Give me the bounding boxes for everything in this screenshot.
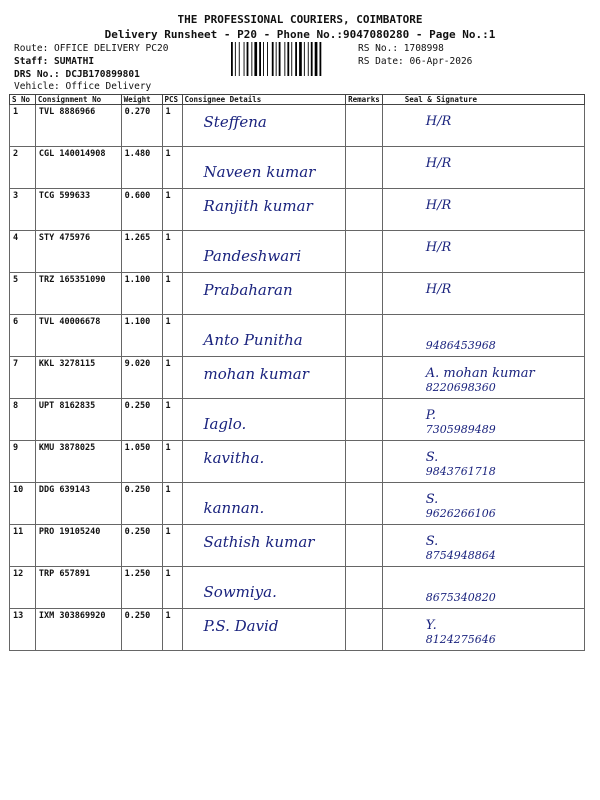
row-signature-cell xyxy=(382,567,584,609)
row-sno: 9 xyxy=(10,441,36,483)
row-remarks xyxy=(346,441,383,483)
signature-handwriting xyxy=(386,611,581,647)
row-pcs: 1 xyxy=(162,399,182,441)
rs-number: RS No.: 1708998 xyxy=(358,43,444,54)
signature-phone: 8124275646 xyxy=(425,633,496,646)
col-weight: Weight xyxy=(121,95,162,105)
row-remarks xyxy=(346,315,383,357)
row-consignment-no: TVL 40006678 xyxy=(35,315,121,357)
row-sno: 4 xyxy=(10,231,36,273)
table-header-row xyxy=(10,95,585,105)
barcode-bar xyxy=(244,42,245,76)
row-pcs: 1 xyxy=(162,525,182,567)
table-row xyxy=(10,609,585,651)
row-remarks xyxy=(346,231,383,273)
row-consignment-no: KMU 3878025 xyxy=(35,441,121,483)
row-signature-cell xyxy=(382,609,584,651)
consignee-handwriting: Iaglo. xyxy=(203,415,247,433)
row-consignee-cell xyxy=(182,525,346,567)
row-pcs: 1 xyxy=(162,105,182,147)
signature-phone: 9843761718 xyxy=(425,465,496,478)
row-consignee-cell xyxy=(182,609,346,651)
table-row xyxy=(10,441,585,483)
row-sno: 2 xyxy=(10,147,36,189)
barcode-bar xyxy=(315,42,318,76)
table-row xyxy=(10,315,585,357)
row-pcs: 1 xyxy=(162,483,182,525)
signature-text: S. xyxy=(425,450,439,465)
signature-handwriting xyxy=(386,359,581,395)
barcode xyxy=(230,42,355,76)
table-row xyxy=(10,525,585,567)
row-consignee-cell xyxy=(182,399,346,441)
row-consignee-cell xyxy=(182,483,346,525)
barcode-bar xyxy=(276,42,277,76)
barcode-bar xyxy=(299,42,302,76)
row-remarks xyxy=(346,357,383,399)
row-sno: 1 xyxy=(10,105,36,147)
row-consignee-cell xyxy=(182,315,346,357)
row-signature-cell xyxy=(382,483,584,525)
row-pcs: 1 xyxy=(162,357,182,399)
signature-text: H/R xyxy=(425,240,452,255)
signature-phone: 8754948864 xyxy=(425,549,496,562)
signature-handwriting xyxy=(386,107,581,129)
row-consignee-cell xyxy=(182,357,346,399)
row-consignee-cell xyxy=(182,105,346,147)
row-consignee-cell xyxy=(182,147,346,189)
company-name: THE PROFESSIONAL COURIERS, COIMBATORE xyxy=(177,13,423,26)
barcode-bar xyxy=(263,42,264,76)
row-weight: 0.250 xyxy=(121,525,162,567)
rs-date: RS Date: 06-Apr-2026 xyxy=(358,56,473,67)
runsheet-table xyxy=(9,94,585,651)
row-consignee-cell xyxy=(182,273,346,315)
row-signature-cell xyxy=(382,441,584,483)
row-pcs: 1 xyxy=(162,441,182,483)
row-weight: 0.250 xyxy=(121,483,162,525)
row-sno: 3 xyxy=(10,189,36,231)
consignee-handwriting: kannan. xyxy=(203,499,265,517)
row-sno: 12 xyxy=(10,567,36,609)
table-row xyxy=(10,147,585,189)
barcode-bar xyxy=(239,42,240,76)
row-consignment-no: TCG 599633 xyxy=(35,189,121,231)
row-weight: 1.480 xyxy=(121,147,162,189)
row-consignment-no: PRO 19105240 xyxy=(35,525,121,567)
signature-handwriting xyxy=(386,317,581,353)
table-row xyxy=(10,231,585,273)
signature-text: A. mohan kumar xyxy=(425,366,535,381)
signature-text: H/R xyxy=(425,156,452,171)
table-row xyxy=(10,189,585,231)
row-weight: 0.250 xyxy=(121,399,162,441)
row-remarks xyxy=(346,483,383,525)
signature-handwriting xyxy=(386,443,581,479)
barcode-bar xyxy=(272,42,274,76)
signature-handwriting xyxy=(386,401,581,437)
row-consignment-no: TVL 8886966 xyxy=(35,105,121,147)
row-consignment-no: CGL 140014908 xyxy=(35,147,121,189)
table-row xyxy=(10,399,585,441)
col-consignment: Consignment No xyxy=(35,95,121,105)
row-weight: 9.020 xyxy=(121,357,162,399)
signature-phone: 8675340820 xyxy=(425,591,496,604)
signature-phone: 9626266106 xyxy=(425,507,496,520)
vehicle-label: Vehicle: Office Delivery xyxy=(14,81,152,92)
consignee-handwriting: Naveen kumar xyxy=(203,163,316,181)
signature-handwriting xyxy=(386,485,581,521)
row-remarks xyxy=(346,609,383,651)
row-weight: 1.100 xyxy=(121,315,162,357)
consignee-handwriting: Anto Punitha xyxy=(203,331,303,349)
row-consignment-no: TRP 657891 xyxy=(35,567,121,609)
table-row xyxy=(10,483,585,525)
col-sno: S No xyxy=(10,95,36,105)
barcode-bar xyxy=(308,42,309,76)
consignee-handwriting: mohan kumar xyxy=(203,365,309,383)
row-signature-cell xyxy=(382,231,584,273)
row-sno: 7 xyxy=(10,357,36,399)
row-signature-cell xyxy=(382,525,584,567)
col-consignee: Consignee Details xyxy=(182,95,346,105)
signature-handwriting xyxy=(386,569,581,605)
barcode-bar xyxy=(235,42,236,76)
consignee-handwriting: kavitha. xyxy=(203,449,265,467)
table-row xyxy=(10,567,585,609)
row-consignment-no: IXM 303869920 xyxy=(35,609,121,651)
row-remarks xyxy=(346,399,383,441)
barcode-bar xyxy=(320,42,322,76)
consignee-handwriting: Prabaharan xyxy=(203,281,293,299)
consignee-handwriting: Sathish kumar xyxy=(203,533,315,551)
signature-text: H/R xyxy=(425,198,452,213)
row-sno: 10 xyxy=(10,483,36,525)
barcode-bar xyxy=(304,42,305,76)
runsheet-title: Delivery Runsheet - P20 - Phone No.:9047080280 - Page No.:1 xyxy=(104,28,496,41)
signature-handwriting xyxy=(386,233,581,255)
row-pcs: 1 xyxy=(162,273,182,315)
row-pcs: 1 xyxy=(162,231,182,273)
row-signature-cell xyxy=(382,105,584,147)
signature-text: S. xyxy=(425,534,439,549)
table-row xyxy=(10,357,585,399)
row-weight: 0.270 xyxy=(121,105,162,147)
consignee-handwriting: Steffena xyxy=(203,113,267,131)
table-row xyxy=(10,105,585,147)
consignee-handwriting: Ranjith kumar xyxy=(203,197,313,215)
signature-handwriting xyxy=(386,191,581,213)
signature-text: Y. xyxy=(425,618,437,633)
signature-handwriting xyxy=(386,149,581,171)
row-weight: 1.100 xyxy=(121,273,162,315)
drs-number: DRS No.: DCJB170899801 xyxy=(14,69,140,80)
consignee-handwriting: P.S. David xyxy=(203,617,279,635)
row-sno: 6 xyxy=(10,315,36,357)
col-pcs: PCS xyxy=(162,95,182,105)
row-consignment-no: STY 475976 xyxy=(35,231,121,273)
signature-handwriting xyxy=(386,275,581,297)
row-signature-cell xyxy=(382,147,584,189)
row-sno: 13 xyxy=(10,609,36,651)
row-pcs: 1 xyxy=(162,189,182,231)
barcode-bar xyxy=(231,42,233,76)
row-consignment-no: TRZ 165351090 xyxy=(35,273,121,315)
barcode-bar xyxy=(284,42,285,76)
row-sno: 11 xyxy=(10,525,36,567)
barcode-bar xyxy=(254,42,257,76)
row-consignment-no: DDG 639143 xyxy=(35,483,121,525)
row-weight: 1.265 xyxy=(121,231,162,273)
barcode-bar xyxy=(259,42,261,76)
signature-phone: 9486453968 xyxy=(425,339,496,352)
row-remarks xyxy=(346,105,383,147)
table-row xyxy=(10,273,585,315)
row-remarks xyxy=(346,189,383,231)
row-signature-cell xyxy=(382,189,584,231)
staff-label: Staff: SUMATHI xyxy=(14,56,95,67)
row-consignee-cell xyxy=(182,231,346,273)
consignee-handwriting: Sowmiya. xyxy=(203,583,277,601)
row-weight: 0.250 xyxy=(121,609,162,651)
row-weight: 0.600 xyxy=(121,189,162,231)
row-signature-cell xyxy=(382,315,584,357)
barcode-bar xyxy=(247,42,249,76)
barcode-bar xyxy=(287,42,289,76)
barcode-bar xyxy=(279,42,281,76)
signature-handwriting xyxy=(386,527,581,563)
barcode-bar xyxy=(291,42,292,76)
barcode-bar xyxy=(295,42,297,76)
barcode-bar xyxy=(311,42,313,76)
row-consignment-no: UPT 8162835 xyxy=(35,399,121,441)
barcode-bar xyxy=(267,42,268,76)
row-remarks xyxy=(346,273,383,315)
row-consignee-cell xyxy=(182,567,346,609)
row-pcs: 1 xyxy=(162,315,182,357)
route-label: Route: OFFICE DELIVERY PC20 xyxy=(14,43,169,54)
barcode-bar xyxy=(251,42,252,76)
row-weight: 1.050 xyxy=(121,441,162,483)
row-weight: 1.250 xyxy=(121,567,162,609)
consignee-handwriting: Pandeshwari xyxy=(203,247,302,265)
row-signature-cell xyxy=(382,357,584,399)
row-pcs: 1 xyxy=(162,609,182,651)
row-consignee-cell xyxy=(182,189,346,231)
row-pcs: 1 xyxy=(162,567,182,609)
row-signature-cell xyxy=(382,273,584,315)
signature-phone: 8220698360 xyxy=(425,381,496,394)
signature-text: S. xyxy=(425,492,439,507)
row-signature-cell xyxy=(382,399,584,441)
row-remarks xyxy=(346,147,383,189)
col-remarks: Remarks xyxy=(346,95,383,105)
row-sno: 5 xyxy=(10,273,36,315)
row-remarks xyxy=(346,567,383,609)
row-pcs: 1 xyxy=(162,147,182,189)
signature-phone: 7305989489 xyxy=(425,423,496,436)
row-consignment-no: KKL 3278115 xyxy=(35,357,121,399)
row-remarks xyxy=(346,525,383,567)
row-sno: 8 xyxy=(10,399,36,441)
row-consignee-cell xyxy=(182,441,346,483)
signature-text: H/R xyxy=(425,114,452,129)
col-signature: Seal & Signature xyxy=(382,95,584,105)
signature-text: P. xyxy=(425,408,436,423)
signature-text: H/R xyxy=(425,282,452,297)
